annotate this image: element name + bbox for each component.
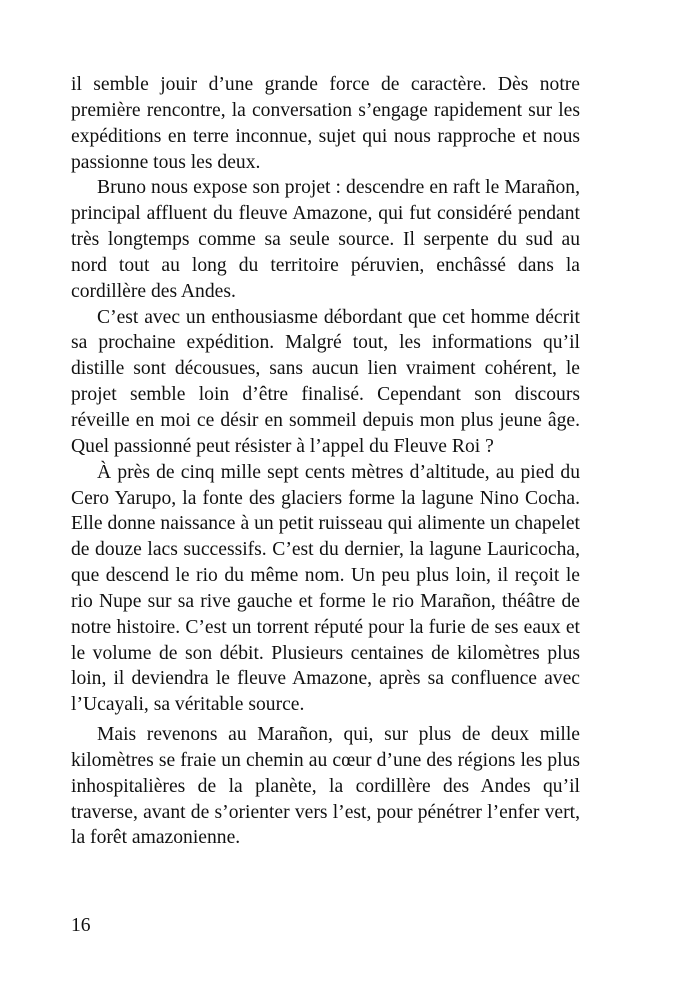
page-body	[71, 72, 580, 851]
paragraph-1: il semble jouir d’une grande force de caractère. Dès notre première rencontre, la conversation s’engage rapidement sur les expéditions en terre inconnue, sujet qui nous rapproche et nous passionne tous les deux.	[71, 74, 580, 173]
paragraph-4: À près de cinq mille sept cents mètres d’altitude, au pied du Cero Yarupo, la fonte des glaciers forme la lagune Nino Cocha. Elle donne naissance à un petit ruisseau qui alimente un chapelet de douze lacs successifs. C’est du dernier, la lagune Lauricocha, que descend le rio du même nom. Un peu plus loin, il reçoit le rio Nupe sur sa rive gauche et forme le rio Marañon, théâtre de notre histoire. C’est un torrent réputé pour la furie de ses eaux et le volume de son débit. Plusieurs centaines de kilomètres plus loin, il deviendra le fleuve Amazone, après sa confluence avec l’Ucayali, sa véritable source.	[71, 461, 580, 716]
page-number: 16	[71, 915, 91, 936]
paragraph-2: Bruno nous expose son projet : descendre en raft le Marañon, principal affluent du fleuve Amazone, qui fut considéré pendant très longtemps comme sa seule source. Il serpente du sud au nord tout au long du territoire péruvien, enchâssé dans la cordillère des Andes.	[71, 177, 580, 302]
paragraph-3: C’est avec un enthousiasme débordant que cet homme décrit sa prochaine expédition. Malgré tout, les informations qu’il distille sont décousues, sans aucun lien vraiment cohérent, le projet semble loin d’être finalisé. Cependant son discours réveille en moi ce désir en sommeil depuis mon plus jeune âge. Quel passionné peut résister à l’appel du Fleuve Roi ?	[71, 306, 580, 457]
paragraph-5: Mais revenons au Marañon, qui, sur plus de deux mille kilomètres se fraie un chemin au cœur d’une des régions les plus inhospitalières de la planète, la cordillère des Andes qu’il traverse, avant de s’orienter vers l’est, pour pénétrer l’enfer vert, la forêt amazonienne.	[71, 724, 580, 849]
